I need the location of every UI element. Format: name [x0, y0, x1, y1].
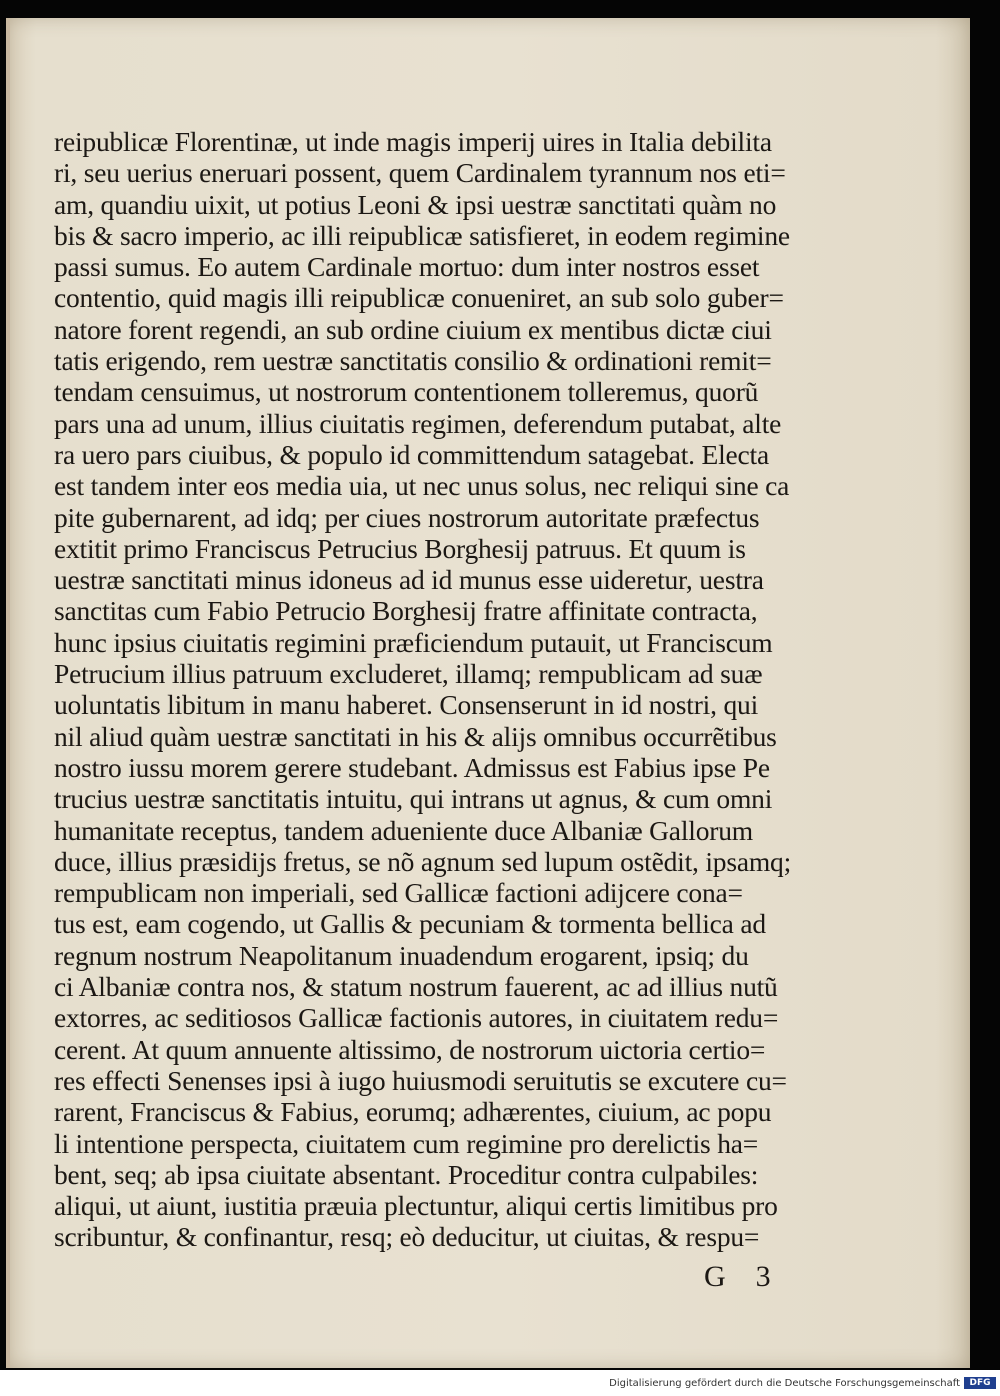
text-line: regnum nostrum Neapolitanum inuadendum erogarent, ipsiq; du [54, 939, 749, 971]
text-line: est tandem inter eos media uia, ut nec unus solus, nec reliqui sine ca [54, 470, 790, 502]
signature-number: 3 [755, 1260, 771, 1293]
dfg-logo: DFG [964, 1377, 996, 1389]
text-line: passi sumus. Eo autem Cardinale mortuo: dum inter nostros esset [54, 251, 760, 283]
text-line: extorres, ac seditiosos Gallicæ factionis autores, in ciuitatem redu= [54, 1002, 779, 1034]
text-line: tatis erigendo, rem uestræ sanctitatis consilio & ordinationi remit= [54, 345, 772, 377]
text-line: ci Albaniæ contra nos, & statum nostrum fauerent, ac ad illius nutũ [54, 971, 778, 1003]
text-line: scribuntur, & confinantur, resq; eò deducitur, ut ciuitas, & respu= [54, 1221, 760, 1253]
text-line: trucius uestræ sanctitatis intuitu, qui intrans ut agnus, & cum omni [54, 783, 773, 815]
text-line: hunc ipsius ciuitatis regimini præficiendum putauit, ut Franciscum [54, 626, 773, 658]
text-line: rarent, Franciscus & Fabius, eorumq; adhærentes, ciuium, ac popu [54, 1096, 772, 1128]
text-line: rempublicam non imperiali, sed Gallicæ factioni adijcere cona= [54, 877, 743, 909]
text-line: pars una ad unum, illius ciuitatis regimen, deferendum putabat, alte [54, 407, 782, 439]
text-line: sanctitas cum Fabio Petrucio Borghesij fratre affinitate contracta, [54, 595, 758, 627]
text-line: ri, seu uerius eneruari possent, quem Cardinalem tyrannum nos eti= [54, 157, 786, 189]
footer-bar [0, 1370, 1000, 1396]
text-line: natore forent regendi, an sub ordine ciuium ex mentibus dictæ ciui [54, 313, 772, 345]
text-line: extitit primo Franciscus Petrucius Borghesij patruus. Et quum is [54, 532, 746, 564]
text-line: bis & sacro imperio, ac illi reipublicæ satisfieret, in eodem regimine [54, 219, 790, 251]
footer-credit: Digitalisierung gefördert durch die Deutsche Forschungsgemeinschaft [609, 1378, 960, 1389]
signature-mark [704, 1260, 771, 1294]
text-line: nil aliud quàm uestræ sanctitati in his & alijs omnibus occurrẽtibus [54, 720, 777, 752]
text-line: pite gubernarent, ad idq; per ciues nostrorum autoritate præfectus [54, 501, 760, 533]
text-line: ra uero pars ciuibus, & populo id committendum satagebat. Electa [54, 438, 769, 470]
text-line: humanitate receptus, tandem adueniente duce Albaniæ Gallorum [54, 814, 753, 846]
text-line: uestræ sanctitati minus idoneus ad id munus esse uideretur, uestra [54, 564, 764, 596]
body-text [54, 126, 854, 1253]
book-page [6, 18, 970, 1368]
signature-letter: G [704, 1260, 726, 1293]
page-edge [6, 18, 10, 1368]
text-line: li intentione perspecta, ciuitatem cum regimine pro derelictis ha= [54, 1127, 759, 1159]
text-line: reipublicæ Florentinæ, ut inde magis imperij uires in Italia debilita [54, 126, 772, 157]
text-line: duce, illius præsidijs fretus, se nõ agnum sed lupum ostẽdit, ipsamq; [54, 845, 792, 877]
text-line: uoluntatis libitum in manu haberet. Consenserunt in id nostri, qui [54, 689, 759, 721]
text-line: aliqui, ut aiunt, iustitia præuia plectuntur, aliqui certis limitibus pro [54, 1190, 778, 1222]
text-line: contentio, quid magis illi reipublicæ conueniret, an sub solo guber= [54, 282, 784, 314]
text-line: res effecti Senenses ipsi à iugo huiusmodi seruitutis se excutere cu= [54, 1064, 787, 1096]
text-line: cerent. At quum annuente altissimo, de nostrorum uictoria certio= [54, 1033, 766, 1065]
text-line: nostro iussu morem gerere studebant. Admissus est Fabius ipse Pe [54, 751, 770, 783]
text-line: tus est, eam cogendo, ut Gallis & pecuniam & tormenta bellica ad [54, 908, 766, 940]
text-line: am, quandiu uixit, ut potius Leoni & ipsi uestræ sanctitati quàm no [54, 188, 777, 220]
text-line: Petrucium illius patruum excluderet, illamq; rempublicam ad suæ [54, 658, 763, 690]
text-line: tendam censuimus, ut nostrorum contentionem tolleremus, quorũ [54, 376, 759, 408]
text-line: bent, seq; ab ipsa ciuitate absentant. Proceditur contra culpabiles: [54, 1158, 759, 1190]
